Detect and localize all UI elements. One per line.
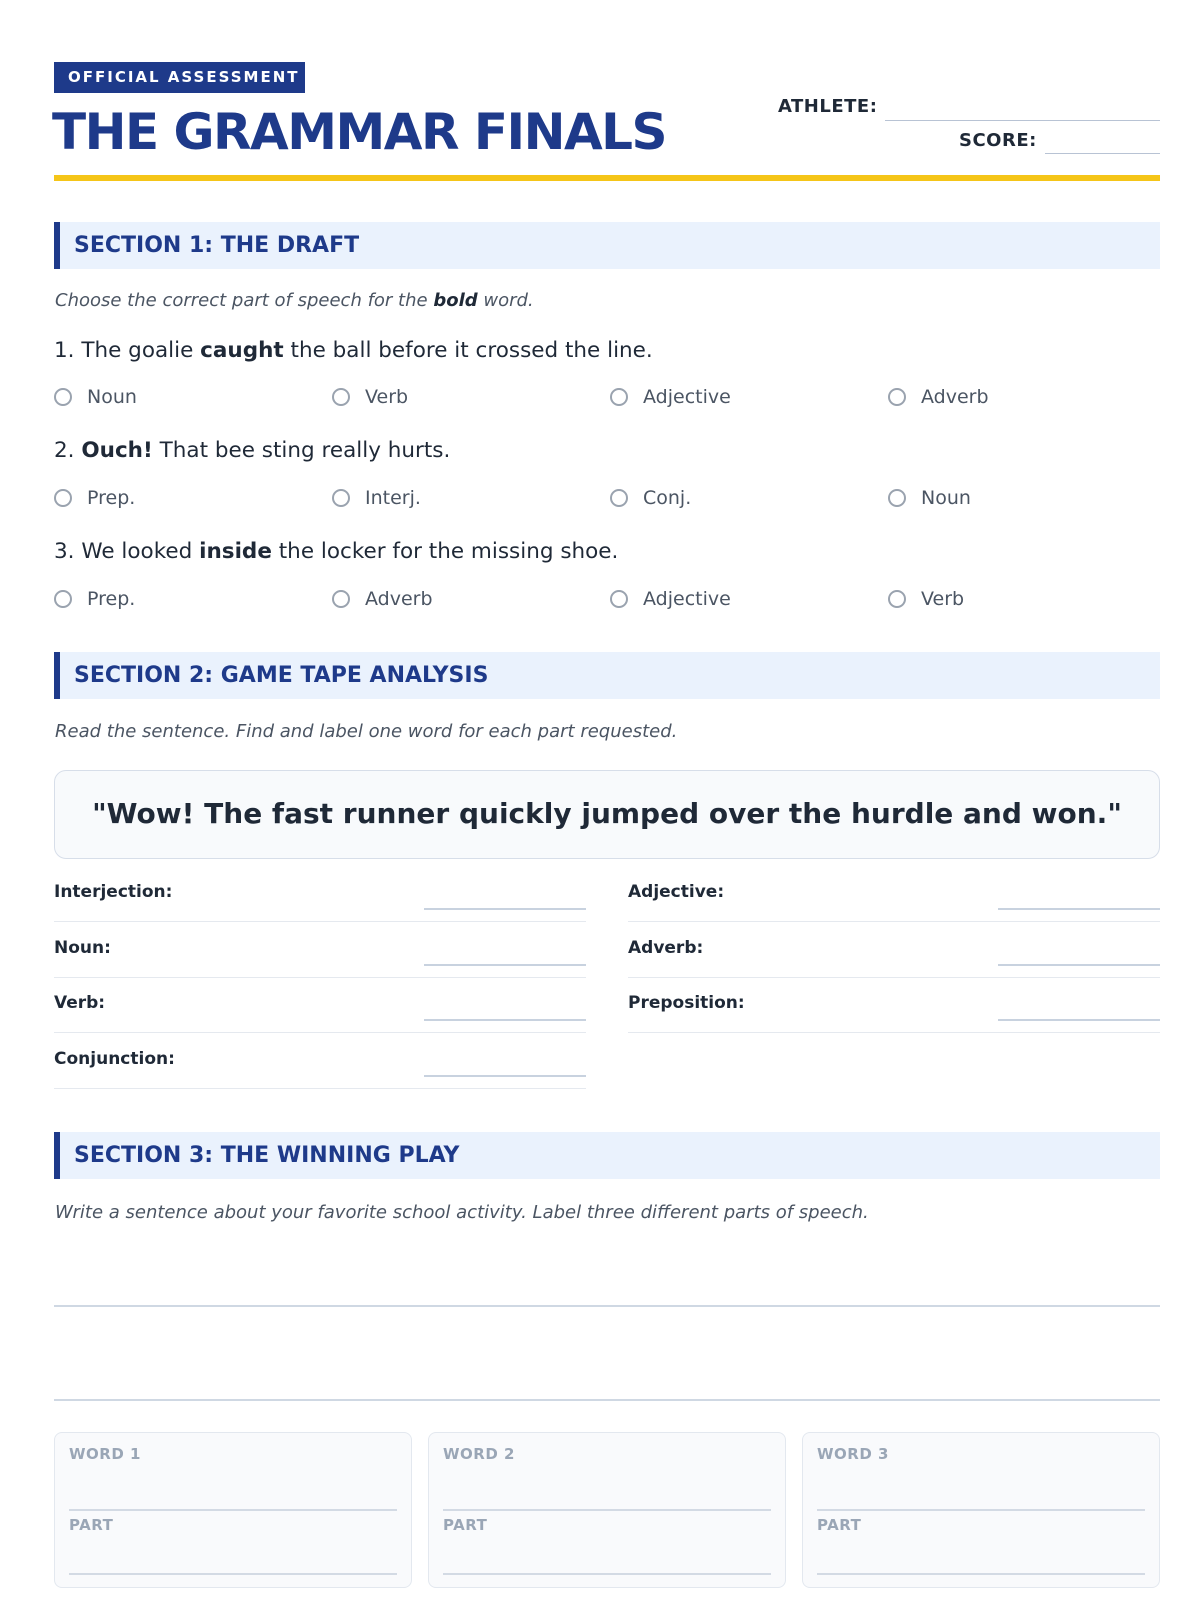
option-label: Adjective: [643, 588, 731, 610]
field-label: Verb:: [54, 993, 106, 1013]
adverb-field: [628, 920, 1160, 978]
score-label: SCORE:: [959, 130, 1037, 151]
answer-line[interactable]: [998, 964, 1160, 966]
radio-button[interactable]: [888, 489, 906, 507]
question-text: That bee sting really hurts.: [152, 438, 451, 463]
answer-line[interactable]: [998, 908, 1160, 910]
word-label: WORD 2: [443, 1445, 515, 1463]
verb-field: [54, 975, 586, 1033]
field-label: Noun:: [54, 938, 111, 958]
part-label: PART: [69, 1516, 114, 1534]
question-bold-word: Ouch!: [81, 438, 153, 463]
interjection-field: [54, 864, 586, 922]
question-bold-word: caught: [200, 338, 284, 363]
option-label: Adverb: [365, 588, 433, 610]
official-assessment-badge: OFFICIAL ASSESSMENT: [54, 62, 305, 93]
analysis-sentence: "Wow! The fast runner quickly jumped over the hurdle and won.": [92, 797, 1122, 830]
question-2: [54, 437, 450, 465]
radio-button[interactable]: [54, 590, 72, 608]
adjective-field: [628, 864, 1160, 922]
option-label: Noun: [921, 487, 971, 509]
section-1-header: [54, 222, 1160, 269]
question-text: 2.: [54, 438, 82, 463]
option-label: Verb: [365, 386, 409, 408]
header-divider: [54, 175, 1160, 181]
athlete-label: ATHLETE:: [778, 96, 878, 117]
question-1: [54, 337, 653, 365]
field-label: Conjunction:: [54, 1049, 175, 1069]
field-label: Interjection:: [54, 882, 173, 902]
radio-button[interactable]: [888, 388, 906, 406]
radio-button[interactable]: [332, 489, 350, 507]
page-title: THE GRAMMAR FINALS: [52, 103, 667, 161]
section-3-header: [54, 1132, 1160, 1179]
option-label: Conj.: [643, 487, 692, 509]
radio-button[interactable]: [54, 388, 72, 406]
answer-line[interactable]: [998, 1019, 1160, 1021]
conjunction-field: [54, 1031, 586, 1089]
section-1-instruction: [55, 290, 534, 311]
question-text: 1. The goalie: [54, 338, 201, 363]
word-label: WORD 1: [69, 1445, 141, 1463]
option-label: Interj.: [365, 487, 421, 509]
question-text: the ball before it crossed the line.: [283, 338, 653, 363]
part-answer-line[interactable]: [817, 1573, 1145, 1575]
radio-button[interactable]: [332, 388, 350, 406]
section-2-header: [54, 652, 1160, 699]
option-label: Prep.: [87, 487, 136, 509]
answer-line[interactable]: [424, 908, 586, 910]
part-label: PART: [817, 1516, 862, 1534]
section-2-title: SECTION 2: GAME TAPE ANALYSIS: [74, 663, 489, 688]
noun-field: [54, 920, 586, 978]
answer-line[interactable]: [424, 964, 586, 966]
question-text: the locker for the missing shoe.: [271, 539, 619, 564]
field-label: Adjective:: [628, 882, 725, 902]
field-label: Preposition:: [628, 993, 745, 1013]
question-text: 3. We looked: [54, 539, 200, 564]
radio-button[interactable]: [54, 489, 72, 507]
instruction-text-end: word.: [477, 290, 534, 311]
option-label: Prep.: [87, 588, 136, 610]
writing-line-1[interactable]: [54, 1305, 1160, 1307]
instruction-bold-text: bold: [433, 290, 478, 311]
preposition-field: [628, 975, 1160, 1033]
answer-line[interactable]: [424, 1019, 586, 1021]
answer-line[interactable]: [424, 1075, 586, 1077]
section-3-instruction: Write a sentence about your favorite school activity. Label three different parts of speech.: [55, 1202, 869, 1223]
word-answer-line[interactable]: [443, 1509, 771, 1511]
option-label: Adjective: [643, 386, 731, 408]
option-label: Noun: [87, 386, 137, 408]
part-answer-line[interactable]: [69, 1573, 397, 1575]
word-card-1: [54, 1432, 412, 1588]
part-answer-line[interactable]: [443, 1573, 771, 1575]
field-label: Adverb:: [628, 938, 704, 958]
question-bold-word: inside: [199, 539, 272, 564]
option-label: Adverb: [921, 386, 989, 408]
word-label: WORD 3: [817, 1445, 889, 1463]
instruction-text: Choose the correct part of speech for the: [55, 290, 434, 311]
section-1-title: SECTION 1: THE DRAFT: [74, 233, 360, 258]
radio-button[interactable]: [332, 590, 350, 608]
sentence-box: [54, 770, 1160, 859]
radio-button[interactable]: [610, 590, 628, 608]
athlete-input-line[interactable]: [885, 120, 1160, 121]
radio-button[interactable]: [610, 388, 628, 406]
section-2-instruction: Read the sentence. Find and label one word for each part requested.: [55, 721, 678, 742]
radio-button[interactable]: [610, 489, 628, 507]
question-3: [54, 538, 618, 566]
word-answer-line[interactable]: [69, 1509, 397, 1511]
score-input-line[interactable]: [1045, 153, 1160, 154]
option-label: Verb: [921, 588, 965, 610]
word-card-3: [802, 1432, 1160, 1588]
word-card-2: [428, 1432, 786, 1588]
section-3-title: SECTION 3: THE WINNING PLAY: [74, 1143, 460, 1168]
radio-button[interactable]: [888, 590, 906, 608]
writing-line-2[interactable]: [54, 1399, 1160, 1401]
word-answer-line[interactable]: [817, 1509, 1145, 1511]
part-label: PART: [443, 1516, 488, 1534]
